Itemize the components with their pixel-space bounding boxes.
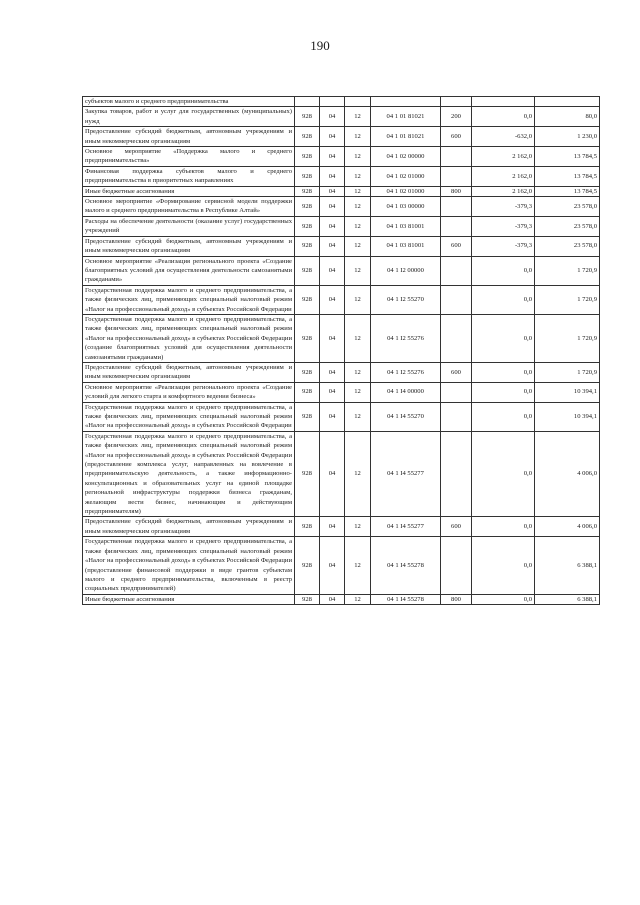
section-code-cell: 04	[320, 197, 345, 217]
row-name-cell: Основное мероприятие «Реализация регионального проекта «Создание благоприятных условий для осуществления деятельности самозанятыми гражданами»	[83, 256, 295, 285]
expense-type-cell: 600	[441, 127, 472, 147]
expense-type-cell	[441, 537, 472, 594]
section-code-cell	[320, 97, 345, 107]
row-name-cell: Предоставление субсидий бюджетным, автономным учреждениям и иным некоммерческим организациям	[83, 236, 295, 256]
ministry-code-cell: 928	[295, 127, 320, 147]
table-row	[83, 147, 600, 167]
section-code-cell: 04	[320, 431, 345, 517]
subsection-code-cell: 12	[345, 517, 371, 537]
section-code-cell: 04	[320, 402, 345, 431]
table-row	[83, 107, 600, 127]
expense-type-cell: 200	[441, 107, 472, 127]
page-number: 190	[310, 38, 330, 53]
table-row	[83, 97, 600, 107]
section-code-cell: 04	[320, 285, 345, 314]
section-code-cell: 04	[320, 382, 345, 402]
ministry-code-cell: 928	[295, 236, 320, 256]
total-amount-cell	[535, 97, 600, 107]
change-amount-cell: 0,0	[472, 314, 535, 362]
total-amount-cell: 10 394,1	[535, 402, 600, 431]
ministry-code-cell: 928	[295, 362, 320, 382]
row-name-cell: Финансовая поддержка субъектов малого и среднего предпринимательства в приоритетных направлениях	[83, 166, 295, 186]
row-name-cell: Предоставление субсидий бюджетным, автономным учреждениям и иным некоммерческим организациям	[83, 362, 295, 382]
target-article-cell: 04 1 01 81021	[371, 107, 441, 127]
expense-type-cell	[441, 147, 472, 167]
table-row	[83, 166, 600, 186]
expense-type-cell	[441, 314, 472, 362]
target-article-cell: 04 1 02 01000	[371, 166, 441, 186]
target-article-cell: 04 1 I2 00000	[371, 256, 441, 285]
subsection-code-cell: 12	[345, 314, 371, 362]
row-name-cell: Основное мероприятие «Поддержка малого и среднего предпринимательства»	[83, 147, 295, 167]
subsection-code-cell	[345, 97, 371, 107]
expense-type-cell: 600	[441, 362, 472, 382]
total-amount-cell: 1 720,9	[535, 314, 600, 362]
subsection-code-cell: 12	[345, 197, 371, 217]
subsection-code-cell: 12	[345, 256, 371, 285]
change-amount-cell: 0,0	[472, 362, 535, 382]
total-amount-cell: 6 388,1	[535, 594, 600, 604]
expense-type-cell: 600	[441, 236, 472, 256]
total-amount-cell: 1 720,9	[535, 256, 600, 285]
subsection-code-cell: 12	[345, 107, 371, 127]
subsection-code-cell: 12	[345, 402, 371, 431]
total-amount-cell: 23 578,0	[535, 216, 600, 236]
row-name-cell: Основное мероприятие «Формирование сервисной модели поддержки малого и среднего предпринимательства в Республике Алтай»	[83, 197, 295, 217]
expense-type-cell	[441, 382, 472, 402]
change-amount-cell: 0,0	[472, 402, 535, 431]
change-amount-cell: 0,0	[472, 537, 535, 594]
ministry-code-cell: 928	[295, 402, 320, 431]
table-row	[83, 517, 600, 537]
section-code-cell: 04	[320, 216, 345, 236]
row-name-cell: Закупка товаров, работ и услуг для государственных (муниципальных) нужд	[83, 107, 295, 127]
section-code-cell: 04	[320, 256, 345, 285]
total-amount-cell: 23 578,0	[535, 236, 600, 256]
total-amount-cell: 10 394,1	[535, 382, 600, 402]
row-name-cell: Иные бюджетные ассигнования	[83, 594, 295, 604]
total-amount-cell: 13 784,5	[535, 186, 600, 196]
ministry-code-cell: 928	[295, 314, 320, 362]
ministry-code-cell: 928	[295, 382, 320, 402]
target-article-cell: 04 1 I4 55277	[371, 517, 441, 537]
subsection-code-cell: 12	[345, 216, 371, 236]
row-name-cell: Иные бюджетные ассигнования	[83, 186, 295, 196]
expense-type-cell	[441, 256, 472, 285]
row-name-cell: Государственная поддержка малого и среднего предпринимательства, а также физических лиц, применяющих специальный налоговый режим «Налог на профессиональный доход» в субъектах Российской Федерации (создание благоприятных условий для осуществления деятельности самозанятыми гражданами)	[83, 314, 295, 362]
change-amount-cell: 0,0	[472, 431, 535, 517]
section-code-cell: 04	[320, 314, 345, 362]
change-amount-cell: -379,3	[472, 216, 535, 236]
subsection-code-cell: 12	[345, 594, 371, 604]
table-row	[83, 186, 600, 196]
target-article-cell: 04 1 I4 55278	[371, 594, 441, 604]
expense-type-cell	[441, 166, 472, 186]
target-article-cell: 04 1 I4 00000	[371, 382, 441, 402]
target-article-cell: 04 1 I2 55276	[371, 362, 441, 382]
target-article-cell: 04 1 03 81001	[371, 236, 441, 256]
subsection-code-cell: 12	[345, 127, 371, 147]
change-amount-cell	[472, 97, 535, 107]
table-row	[83, 256, 600, 285]
subsection-code-cell: 12	[345, 431, 371, 517]
subsection-code-cell: 12	[345, 186, 371, 196]
table-row	[83, 537, 600, 594]
expense-type-cell	[441, 216, 472, 236]
ministry-code-cell: 928	[295, 147, 320, 167]
row-name-cell: Предоставление субсидий бюджетным, автономным учреждениям и иным некоммерческим организациям	[83, 127, 295, 147]
table-row	[83, 314, 600, 362]
subsection-code-cell: 12	[345, 382, 371, 402]
subsection-code-cell: 12	[345, 236, 371, 256]
total-amount-cell: 80,0	[535, 107, 600, 127]
ministry-code-cell: 928	[295, 216, 320, 236]
target-article-cell: 04 1 I2 55270	[371, 285, 441, 314]
table-row	[83, 362, 600, 382]
table-row	[83, 402, 600, 431]
change-amount-cell: 0,0	[472, 285, 535, 314]
row-name-cell: Основное мероприятие «Реализация регионального проекта «Создание условий для легкого старта и комфортного ведения бизнеса»	[83, 382, 295, 402]
change-amount-cell: -379,3	[472, 197, 535, 217]
table-row	[83, 594, 600, 604]
section-code-cell: 04	[320, 127, 345, 147]
total-amount-cell: 6 388,1	[535, 537, 600, 594]
row-name-cell: субъектов малого и среднего предпринимательства	[83, 97, 295, 107]
section-code-cell: 04	[320, 166, 345, 186]
ministry-code-cell: 928	[295, 166, 320, 186]
change-amount-cell: 0,0	[472, 594, 535, 604]
section-code-cell: 04	[320, 186, 345, 196]
table-row	[83, 127, 600, 147]
change-amount-cell: -632,0	[472, 127, 535, 147]
table-row	[83, 382, 600, 402]
change-amount-cell: 2 162,0	[472, 186, 535, 196]
row-name-cell: Государственная поддержка малого и среднего предпринимательства, а также физических лиц, применяющих специальный налоговый режим «Налог на профессиональный доход» в субъектах Российской Федерации	[83, 285, 295, 314]
change-amount-cell: 2 162,0	[472, 147, 535, 167]
ministry-code-cell: 928	[295, 256, 320, 285]
section-code-cell: 04	[320, 594, 345, 604]
ministry-code-cell: 928	[295, 107, 320, 127]
expense-type-cell: 600	[441, 517, 472, 537]
row-name-cell: Предоставление субсидий бюджетным, автономным учреждениям и иным некоммерческим организациям	[83, 517, 295, 537]
row-name-cell: Государственная поддержка малого и среднего предпринимательства, а также физических лиц, применяющих специальный налоговый режим «Налог на профессиональный доход» в субъектах Российской Федерации (предоставление комплекса услуг, направленных на вовлечение в предпринимательскую деятельность, а также информационно-консультационных и образовательных услуг на единой площадке региональной инфраструктуры поддержки бизнеса гражданам, желающим вести бизнес, начинающим и действующим предпринимателям)	[83, 431, 295, 517]
expense-type-cell	[441, 97, 472, 107]
target-article-cell: 04 1 03 00000	[371, 197, 441, 217]
table-row	[83, 236, 600, 256]
ministry-code-cell: 928	[295, 431, 320, 517]
target-article-cell: 04 1 I4 55277	[371, 431, 441, 517]
target-article-cell: 04 1 02 01000	[371, 186, 441, 196]
total-amount-cell: 1 720,9	[535, 362, 600, 382]
expense-type-cell: 800	[441, 186, 472, 196]
change-amount-cell: 0,0	[472, 517, 535, 537]
total-amount-cell: 4 006,0	[535, 431, 600, 517]
ministry-code-cell: 928	[295, 517, 320, 537]
total-amount-cell: 4 006,0	[535, 517, 600, 537]
change-amount-cell: 2 162,0	[472, 166, 535, 186]
total-amount-cell: 1 720,9	[535, 285, 600, 314]
row-name-cell: Государственная поддержка малого и среднего предпринимательства, а также физических лиц, применяющих специальный налоговый режим «Налог на профессиональный доход» в субъектах Российской Федерации	[83, 402, 295, 431]
table-row	[83, 431, 600, 517]
total-amount-cell: 13 784,5	[535, 147, 600, 167]
subsection-code-cell: 12	[345, 166, 371, 186]
subsection-code-cell: 12	[345, 362, 371, 382]
expense-type-cell: 800	[441, 594, 472, 604]
expense-type-cell	[441, 197, 472, 217]
change-amount-cell: -379,3	[472, 236, 535, 256]
expense-type-cell	[441, 431, 472, 517]
total-amount-cell: 23 578,0	[535, 197, 600, 217]
target-article-cell: 04 1 02 00000	[371, 147, 441, 167]
subsection-code-cell: 12	[345, 147, 371, 167]
budget-table	[82, 96, 600, 605]
ministry-code-cell: 928	[295, 285, 320, 314]
change-amount-cell: 0,0	[472, 382, 535, 402]
table-row	[83, 285, 600, 314]
section-code-cell: 04	[320, 517, 345, 537]
ministry-code-cell: 928	[295, 594, 320, 604]
target-article-cell	[371, 97, 441, 107]
table-row	[83, 197, 600, 217]
row-name-cell: Государственная поддержка малого и среднего предпринимательства, а также физических лиц, применяющих специальный налоговый режим «Налог на профессиональный доход» в субъектах Российской Федерации (предоставление финансовой поддержки в виде грантов субъектам малого и среднего предпринимательства, включенным в реестр социальных предпринимателей)	[83, 537, 295, 594]
table-row	[83, 216, 600, 236]
subsection-code-cell: 12	[345, 537, 371, 594]
total-amount-cell: 13 784,5	[535, 166, 600, 186]
target-article-cell: 04 1 03 81001	[371, 216, 441, 236]
subsection-code-cell: 12	[345, 285, 371, 314]
ministry-code-cell: 928	[295, 197, 320, 217]
target-article-cell: 04 1 I4 55278	[371, 537, 441, 594]
expense-type-cell	[441, 402, 472, 431]
section-code-cell: 04	[320, 147, 345, 167]
target-article-cell: 04 1 I2 55276	[371, 314, 441, 362]
section-code-cell: 04	[320, 362, 345, 382]
change-amount-cell: 0,0	[472, 256, 535, 285]
section-code-cell: 04	[320, 236, 345, 256]
ministry-code-cell: 928	[295, 537, 320, 594]
section-code-cell: 04	[320, 107, 345, 127]
ministry-code-cell: 928	[295, 186, 320, 196]
total-amount-cell: 1 230,0	[535, 127, 600, 147]
ministry-code-cell	[295, 97, 320, 107]
table-body	[83, 97, 600, 605]
change-amount-cell: 0,0	[472, 107, 535, 127]
row-name-cell: Расходы на обеспечение деятельности (оказание услуг) государственных учреждений	[83, 216, 295, 236]
target-article-cell: 04 1 01 81021	[371, 127, 441, 147]
expense-type-cell	[441, 285, 472, 314]
section-code-cell: 04	[320, 537, 345, 594]
target-article-cell: 04 1 I4 55270	[371, 402, 441, 431]
